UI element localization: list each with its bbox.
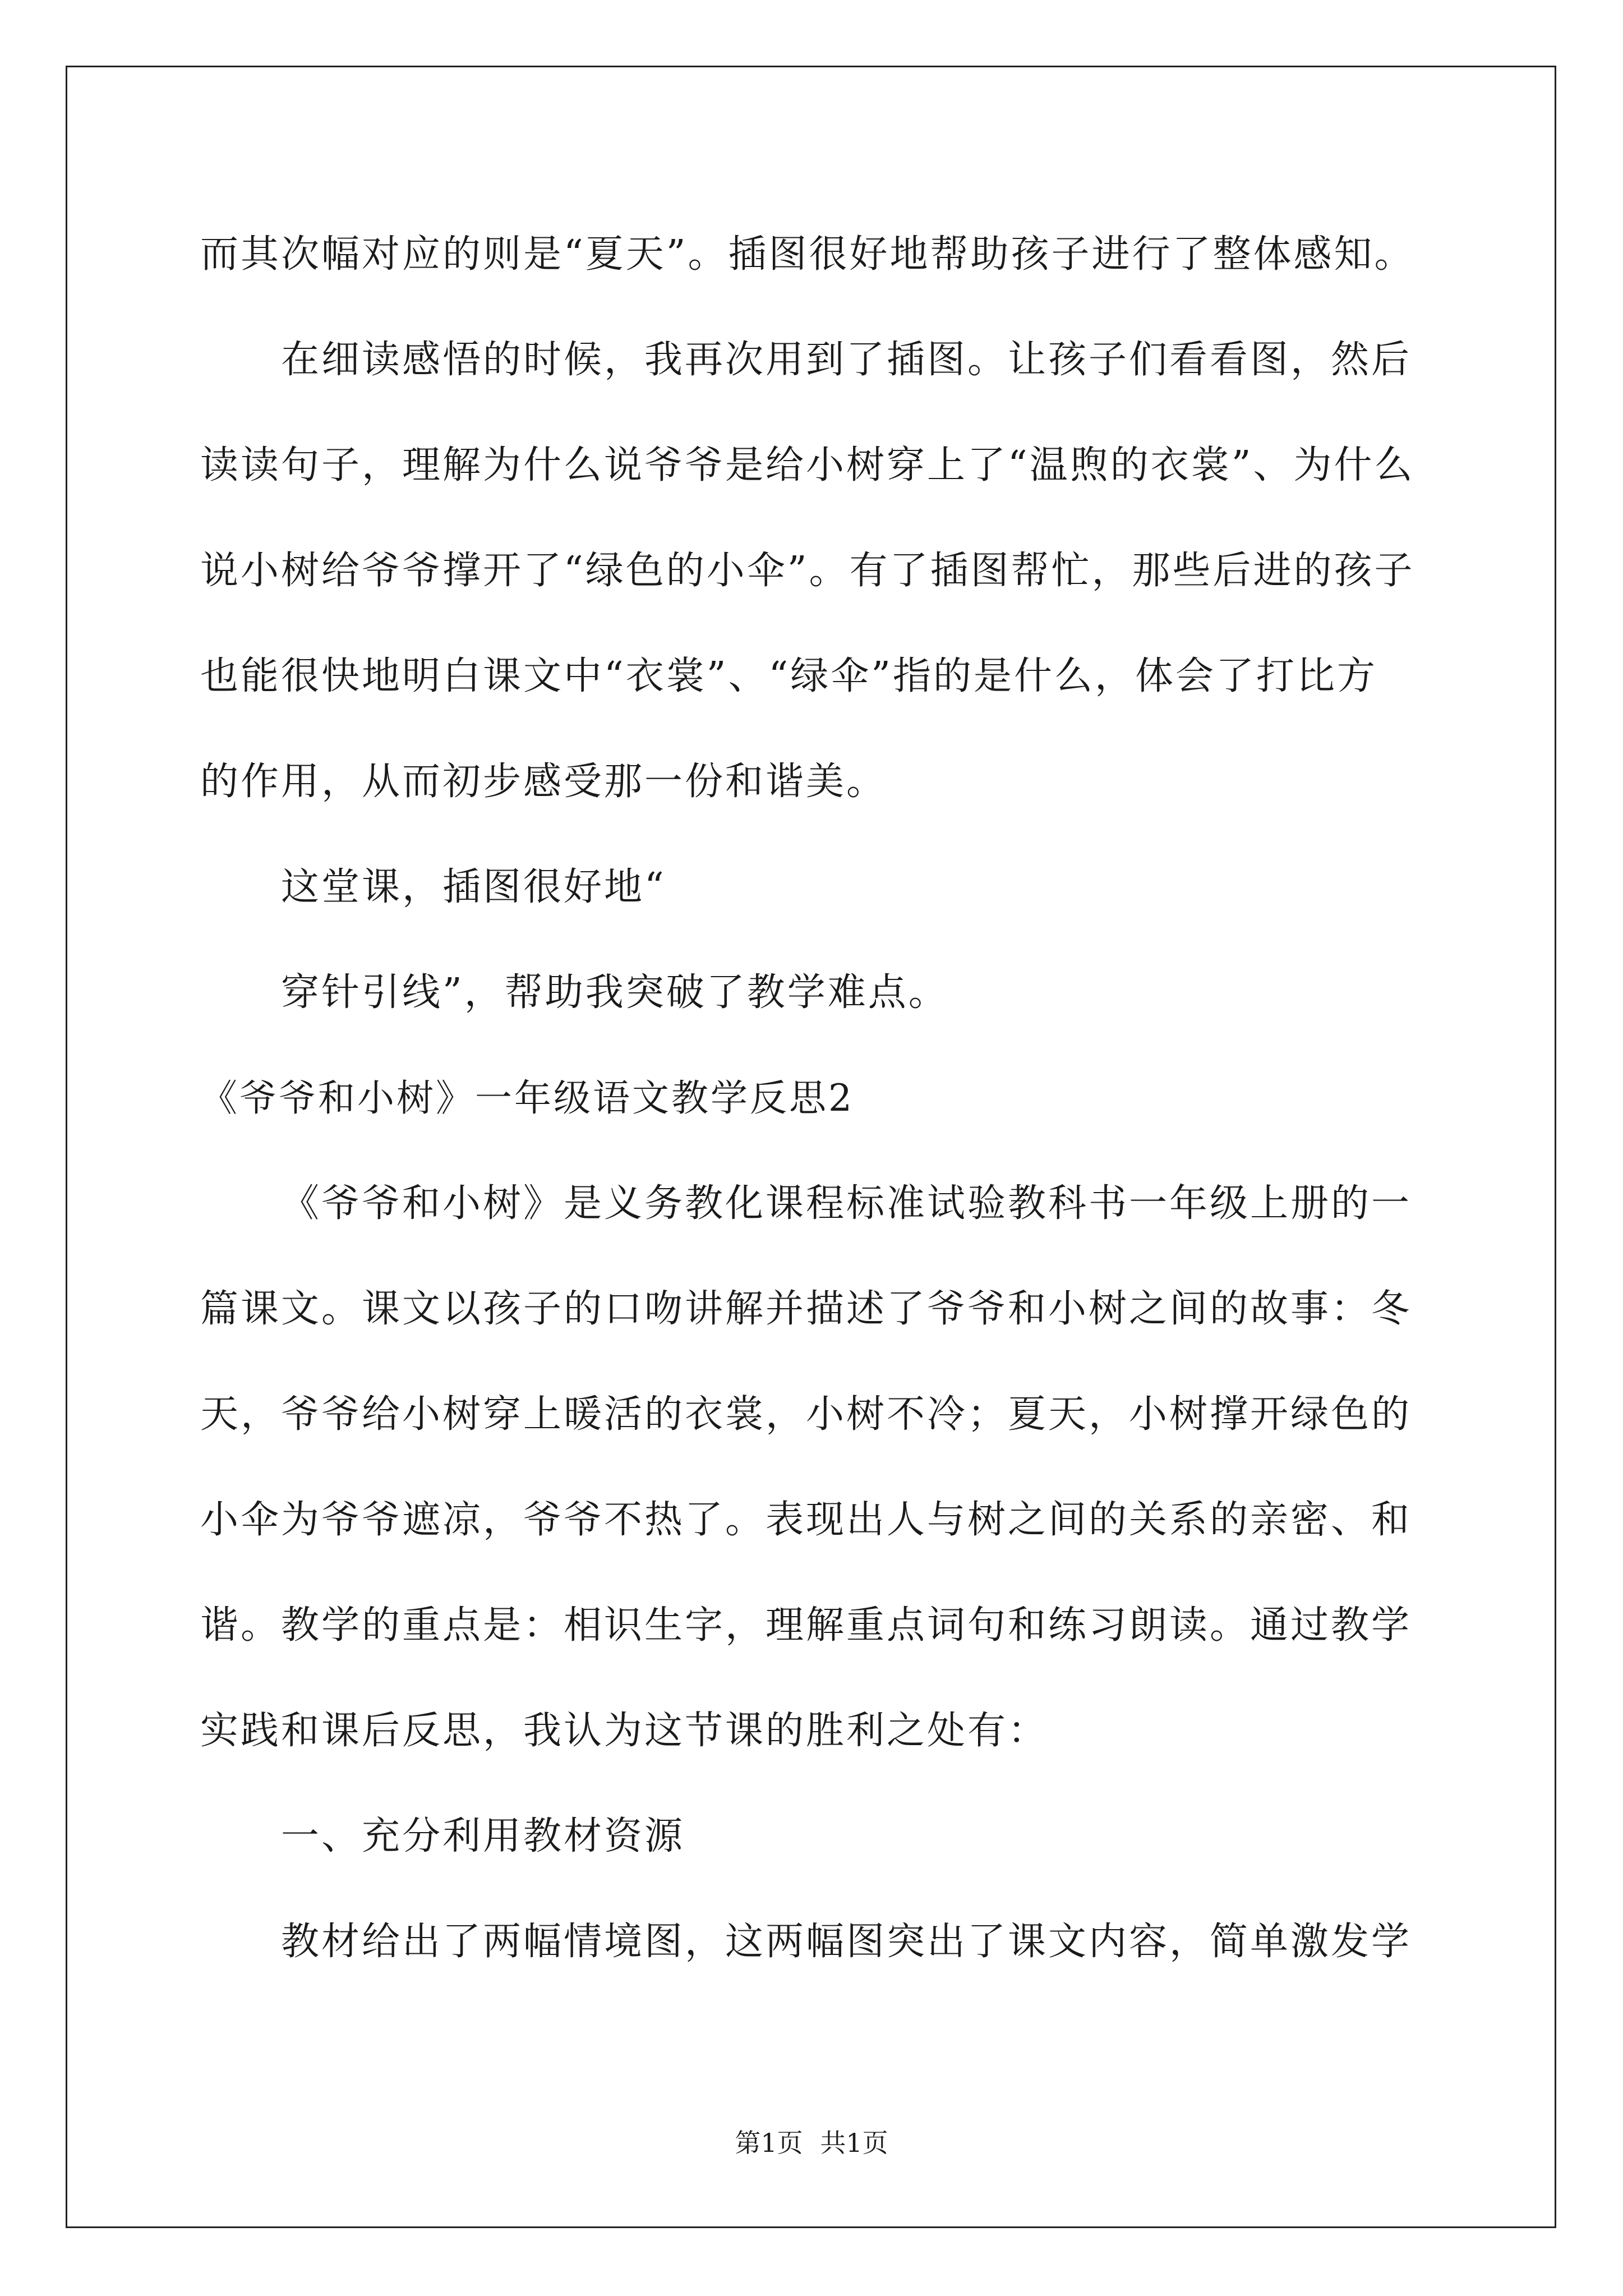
text-line-17: 教材给出了两幅情境图，这两幅图突出了课文内容，简单激发学 [281,1920,1412,1964]
text-line-4: 说小树给爷爷撑开了“绿色的小伞”。有了插图帮忙，那些后进的孩子 [200,549,1415,593]
text-line-1: 而其次幅对应的则是“夏天”。插图很好地帮助孩子进行了整体感知。 [200,232,1415,277]
text-line-2: 在细读感悟的时候，我再次用到了插图。让孩子们看看图，然后 [281,338,1412,382]
subheading-1: 一、充分利用教材资源 [281,1814,685,1858]
text-line-7: 这堂课，插图很好地“ [281,865,666,909]
text-line-13: 小伞为爷爷遮凉，爷爷不热了。表现出人与树之间的关系的亲密、和 [200,1498,1412,1542]
page-footer [0,2126,1623,2160]
text-line-14: 谐。教学的重点是：相识生字，理解重点词句和练习朗读。通过教学 [200,1603,1412,1648]
page-number: 第1页 [735,2128,803,2158]
text-line-15: 实践和课后反思，我认为这节课的胜利之处有： [200,1709,1049,1753]
section-heading: 《爷爷和小树》一年级语文教学反思2 [200,1076,854,1120]
text-line-6: 的作用，从而初步感受那一份和谐美。 [200,760,887,804]
page-total: 共1页 [820,2128,888,2158]
text-line-5: 也能很快地明白课文中“衣裳”、“绿伞”指的是什么，体会了打比方 [200,654,1378,698]
document-body [200,202,1423,1995]
text-line-3: 读读句子，理解为什么说爷爷是给小树穿上了“温煦的衣裳”、为什么 [200,443,1415,487]
text-line-10: 《爷爷和小树》是义务教化课程标准试验教科书一年级上册的一 [281,1181,1412,1226]
text-line-12: 天，爷爷给小树穿上暖活的衣裳，小树不冷；夏天，小树撑开绿色的 [200,1392,1412,1437]
text-line-11: 篇课文。课文以孩子的口吻讲解并描述了爷爷和小树之间的故事：冬 [200,1287,1412,1331]
text-line-8: 穿针引线”，帮助我突破了教学难点。 [281,970,949,1015]
